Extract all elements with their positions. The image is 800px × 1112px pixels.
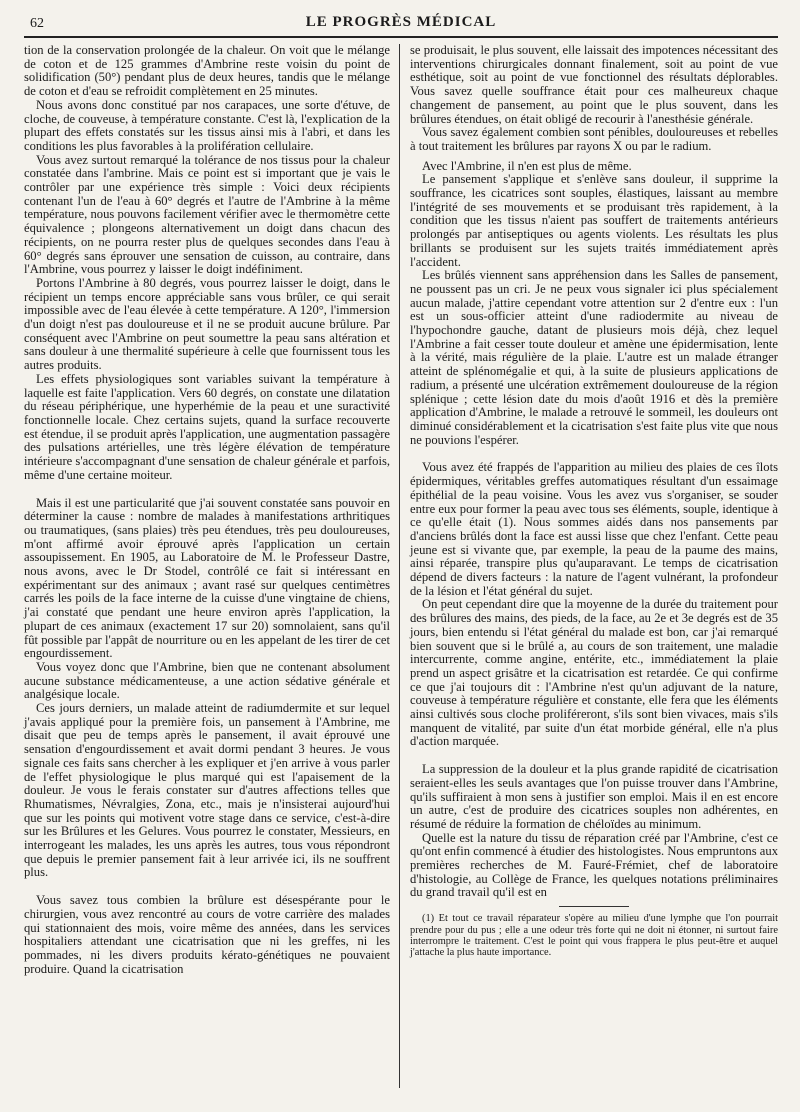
paragraph: Quelle est la nature du tissu de réparation créé par l'Ambrine, c'est ce qu'ont enfin commencé à étudier des histologistes. Nous empruntons aux premières recherches de M. Fauré-Frémiet, chef de laboratoire d'histologie, au Collège de France, les quelques notations préliminaires du grand travail qu'il est en — [410, 830, 778, 900]
left-column — [24, 44, 390, 1088]
two-column-body — [24, 44, 778, 1088]
paragraph: Le pansement s'applique et s'enlève sans douleur, il supprime la souffrance, les cicatrices sont souples, élastiques, laissant au membre l'intégrité de ses mouvements et se produisant très rapidement, à la condition que les tissus n'aient pas souffert de traitements antérieurs prolongés par antiseptiques ou agents violents. Les résultats les plus brillants se produisent sur les sujets traités immédiatement après l'accident. — [410, 172, 778, 269]
footnote: (1) Et tout ce travail réparateur s'opère au milieu d'une lymphe que l'on pourrait prendre pour du pus ; elle a une odeur très forte qui ne doit ni étonner, ni surtout faire interrompre le traitement. C'est le point qui vous frappera le plus peut-être et auquel j'attache la plus haute importance. — [410, 913, 778, 959]
paragraph: Avec l'Ambrine, il n'en est plus de même. — [422, 158, 632, 173]
paragraph: Les effets physiologiques sont variables suivant la température à laquelle est faite l'application. Vers 60 degrés, on constate une dilatation du réseau périphérique, une hyperhémie de la peau et une suractivité fonctionnelle locale. Chez certains sujets, quand la surface recouverte est étendue, il se produit après l'application, une augmentation passagère des pulsations artérielles, une très légère élévation de température intérieure s'accompagnant d'une sensation de chaleur générale et parfois, même d'une certaine moiteur. — [24, 371, 390, 482]
paragraph: se produisait, le plus souvent, elle laissait des impotences nécessitant des interventions chirurgicales donnant finalement, soit au point de vue esthétique, soit au point de vue fonctionnel des résultats déplorables. Vous savez quelle souffrance était pour ces malheureux chaque changement de pansement, au point que le plus souvent, dans les brûlures étendues, on était obligé de recourir à l'anesthésie générale. — [410, 43, 778, 126]
paragraph: Mais il est une particularité que j'ai souvent constatée sans pouvoir en déterminer la cause : nombre de malades à manifestations arthritiques ou traumatiques, (sans plaies) très peu étendues, très peu douloureuses, m'ont affirmé avoir éprouvé après l'application un certain assoupissement. En 1905, au Laboratoire de M. le Professeur Dastre, nous avons, avec le Dr Stodel, contrôlé ce fait si intéressant en expérimentant sur des animaux ; avant rasé sur quelques centimètres carrés les poils de la face interne de la cuisse d'une vingtaine de chiens, j'ai constaté que pendant une heure environ après l'application, la plupart de ces animaux (exactement 17 sur 20) somnolaient, sans qu'il fût possible par l'appât de nourriture ou en les appelant de les tirer de cet engourdissement. — [24, 495, 390, 661]
paragraph: Les brûlés viennent sans appréhension dans les Salles de pansement, ne poussent pas un cri. Je ne peux vous signaler ici plus spécialement aucun malade, j'attire cependant votre attention sur 2 d'entre eux : l'un est un sous-officier atteint d'une radiodermite au niveau de l'hypochondre gauche, datant de plusieurs mois déjà, chez lequel l'Ambrine a fait cesser toute douleur et amène une épidermisation, lente à la vérité, mais régulière de la plaie. L'autre est un malade étranger atteint de splénomégalie et qui, à la suite de plusieurs applications de radium, a présenté une ulcération extrêmement douloureuse de la région splénique ; cette lésion date du mois d'août 1916 et dès la première application d'Ambrine, le malade a retrouvé le sommeil, les douleurs ont diminué considérablement et la cicatrisation s'est faite plus vite que nous ne pouvions l'espérer. — [410, 268, 778, 447]
journal-title: LE PROGRÈS MÉDICAL — [305, 14, 497, 30]
paragraph: La suppression de la douleur et la plus grande rapidité de cicatrisation seraient-elles les seuls avantages que l'on puisse trouver dans l'Ambrine, qu'ils suffiraient à mon sens à justifier son emploi. Mais il en est encore un autre, c'est de produire des cicatrices souples non adhérentes, en résumé de réduire la formation de chéloïdes au minimum. — [410, 762, 778, 831]
paragraph: Vous voyez donc que l'Ambrine, bien que ne contenant absolument aucune substance médicamenteuse, a une action sédative générale et analgésique locale. — [24, 659, 390, 702]
page-header — [24, 10, 778, 38]
paragraph: Ces jours derniers, un malade atteint de radiumdermite et sur lequel j'avais appliqué pour la première fois, un pansement à l'Ambrine, me disait que peu de temps après le pansement, il avait éprouvé une sensation d'engourdissement et avait dormi pendant 3 heures. Je vous signale ces faits sans chercher à les expliquer et j'en arrive à vous parler de l'effet physiologique le plus marqué qui est l'apaisement de la douleur. Je vous le ferais constater sur d'autres affections telles que Rhumatismes, Névralgies, Zona, etc., mais je n'insisterai aujourd'hui que sur les points qui motivent votre stage dans ce service, c'est-à-dire sur les Brûlures et les Gelures. Vous pourrez le constater, Messieurs, en interrogeant les malades, les uns après les autres, tous vous répondront que depuis le premier pansement fait à leur arrivée ici, ils ne souffrent plus. — [24, 701, 390, 880]
paragraph: tion de la conservation prolongée de la chaleur. On voit que le mélange de coton et de 125 grammes d'Ambrine reste voisin du point de solidification (50°) pendant plus de deux heures, tandis que le mélange de coton et d'eau se refroidit complètement en 25 minutes. — [24, 43, 390, 99]
page-number: 62 — [30, 16, 44, 31]
paragraph: Vous savez également combien sont pénibles, douloureuses et rebelles à tout traitement les brûlures par rayons X ou par le radium. — [410, 125, 778, 153]
paragraph: Portons l'Ambrine à 80 degrés, vous pourrez laisser le doigt, dans le récipient un temps encore appréciable sans vous brûler, ce qui serait impossible avec de l'eau élevée à cette température. A 120°, l'immersion d'un doigt n'est pas douloureuse et il ne se produit aucune brûlure. Par conséquent avec l'Ambrine on peut soumettre la peau sans altération et sans douleur à une thermalité supérieure à celle que fournissent tous les autres produits. — [24, 275, 390, 373]
paragraph: On peut cependant dire que la moyenne de la durée du traitement pour des brûlures des mains, des pieds, de la face, au 2e et 3e degrés est de 35 jours, bien entendu si l'état général du malade est bon, car j'ai remarqué bien souvent que si le brûlé a, au cours de son traitement, une maladie intercurrente, comme angine, entérite, etc., immédiatement la plaie prend un aspect grisâtre et la cicatrisation est retardée. Ce qui confirme ce que j'ai toujours dit : l'Ambrine n'est qu'un adjuvant de la nature, couveuse à température régulière et constante, elle fera que les éléments ainsi cultivés sous cloche proliféreront, s'ils sont bien vivaces, mais s'ils manquent de vitalité, par suite d'un état morbide général, elle n'a plus d'action marquée. — [410, 597, 778, 749]
paragraph: Vous avez été frappés de l'apparition au milieu des plaies de ces îlots épidermiques, véritables greffes automatiques résultant d'un essaimage épithélial de la peau voisine. Vous les avez vus s'organiser, se souder entre eux pour former la peau avec tous ses éléments, souple, identique à ce qu'elle était (1). Nous sommes aidés dans nos pansements par d'anciens brûlés dont la face est aussi lisse que chez l'enfant. Cette peau jeune est si vivante que, par exemple, la peau de la paume des mains, ainsi réparée, transpire plus qu'auparavant. Le temps de cicatrisation dépend de divers facteurs : la nature de l'agent vulnérant, la profondeur de la lésion et l'état général du sujet. — [410, 460, 778, 598]
paragraph: Nous avons donc constitué par nos carapaces, une sorte d'étuve, de cloche, de couveuse, à température constante. C'est là, l'explication de la plupart des effets constatés sur les tissus ainsi mis à l'abri, et dans les conditions les plus favorables à la prolifération cellulaire. — [24, 97, 390, 153]
footnote-separator — [559, 906, 629, 907]
paragraph: Vous avez surtout remarqué la tolérance de nos tissus pour la chaleur constatée dans l'ambrine. Mais ce point est si important que je vais le contrôler par une expérience très simple : Voici deux récipients contenant l'un de l'eau à 60° degrés et l'autre de l'Ambrine à la même température, nous pouvons facilement vérifier avec le thermomètre cette équivalence ; plongeons alternativement un doigt dans chacun des récipients, on ne pourra rester plus de quelques secondes dans l'eau à 60° degrés sans éprouver une sensation de cuisson, au contraire, dans l'Ambrine, vous pourrez y laisser le doigt indéfiniment. — [24, 152, 390, 277]
column-divider — [399, 44, 400, 1088]
paragraph: Vous savez tous combien la brûlure est désespérante pour le chirurgien, vous avez rencontré au cours de votre carrière des malades qui stationnaient des mois, voire même des années, dans les services hospitaliers attendant une cicatrisation que ni les greffes, ni les pommades, ni les divers produits kérato-génétiques ne pouvaient produire. Quand la cicatrisation — [24, 893, 390, 976]
right-column — [410, 44, 778, 1088]
